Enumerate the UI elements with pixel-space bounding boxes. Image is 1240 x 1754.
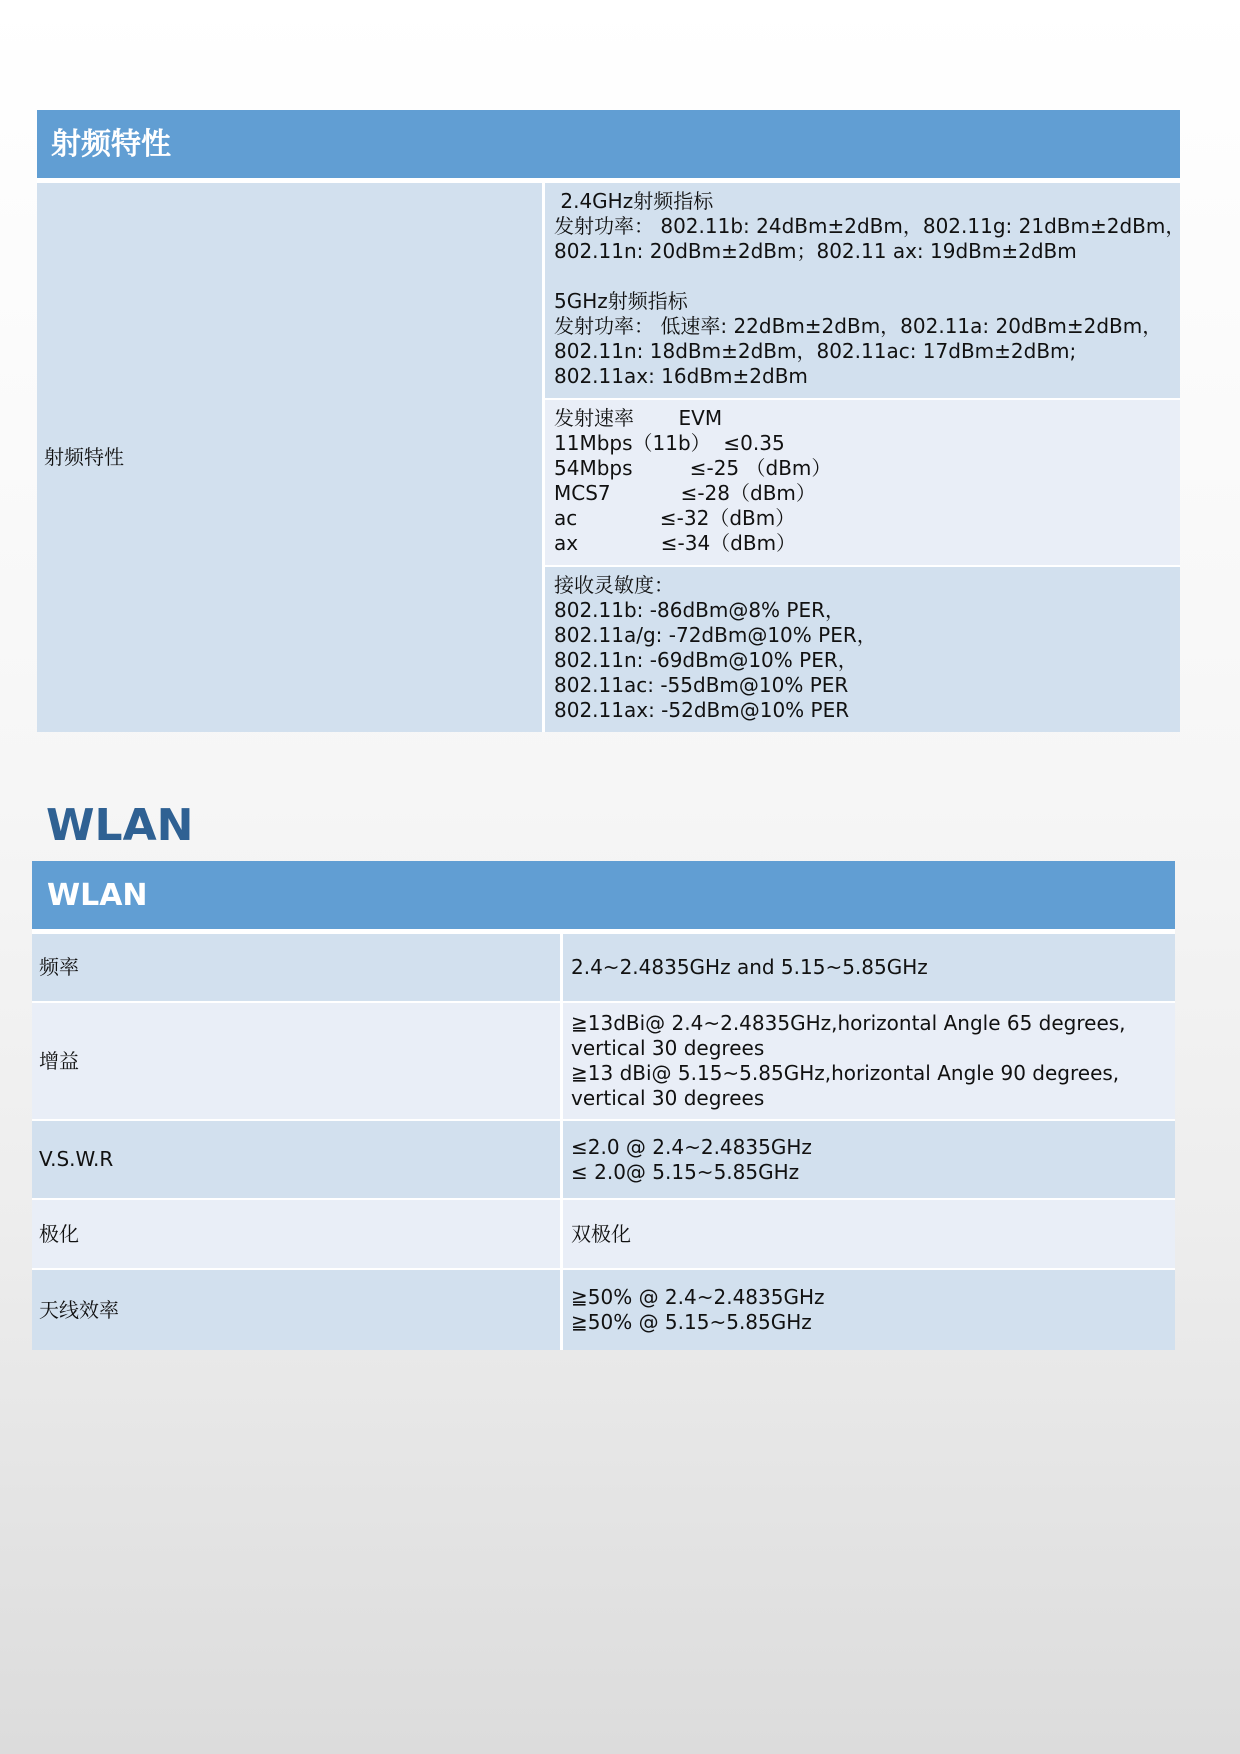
rx-sensitivity-line: 802.11n: -69dBm@10% PER，	[554, 648, 858, 672]
tx-power-line: 802.11ax: 16dBm±2dBm	[554, 364, 808, 388]
row-value-vswr	[560, 1119, 1175, 1198]
row-value-frequency	[560, 934, 1175, 1001]
tx-power-line: 802.11n: 20dBm±2dBm；802.11 ax: 19dBm±2dBm	[554, 239, 1077, 263]
tx-power-line: 5GHz射频指标	[554, 289, 688, 313]
spacer	[554, 264, 1170, 289]
row-label-frequency: 频率	[32, 934, 560, 1001]
table-row	[32, 1119, 1175, 1198]
evm-line: ac ≤-32（dBm）	[554, 506, 796, 530]
table-row	[32, 1198, 1175, 1268]
evm-line: 11Mbps（11b） ≤0.35	[554, 431, 785, 455]
tx-power-line: 发射功率： 802.11b: 24dBm±2dBm，802.11g: 21dBm±2dBm，	[554, 214, 1186, 238]
row-label-vswr: V.S.W.R	[32, 1119, 560, 1198]
row-value-polarization	[560, 1198, 1175, 1268]
rx-sensitivity-line: 802.11b: -86dBm@8% PER，	[554, 598, 846, 622]
evm-cell	[542, 398, 1180, 565]
row-label-gain: 增益	[32, 1001, 560, 1119]
value-line: 2.4~2.4835GHz and 5.15~5.85GHz	[571, 955, 928, 979]
evm-line: 发射速率 EVM	[554, 406, 723, 430]
value-line: ≤ 2.0@ 5.15~5.85GHz	[571, 1159, 800, 1184]
value-line: ≧50% @ 2.4~2.4835GHz	[571, 1285, 825, 1309]
rx-sensitivity-line: 802.11a/g: -72dBm@10% PER，	[554, 623, 877, 647]
rx-sensitivity-line: 802.11ac: -55dBm@10% PER	[554, 673, 849, 697]
tx-power-line: 发射功率： 低速率: 22dBm±2dBm，802.11a: 20dBm±2dBm，	[554, 314, 1163, 338]
rf-characteristics-table	[37, 110, 1186, 732]
evm-line: MCS7 ≤-28（dBm）	[554, 481, 816, 505]
rx-sensitivity-line: 802.11ax: -52dBm@10% PER	[554, 698, 850, 722]
value-line: ≧13dBi@ 2.4~2.4835GHz,horizontal Angle 65 degrees,	[571, 1011, 1126, 1035]
value-line: vertical 30 degrees	[571, 1036, 765, 1060]
row-value-efficiency	[560, 1268, 1175, 1350]
tx-power-line: 802.11n: 18dBm±2dBm，802.11ac: 17dBm±2dBm;	[554, 339, 1077, 363]
rf-table-header: 射频特性	[37, 110, 1180, 183]
wlan-spec-table	[32, 861, 1175, 1350]
value-line: ≧13 dBi@ 5.15~5.85GHz,horizontal Angle 90 degrees,	[571, 1061, 1120, 1085]
evm-line: ax ≤-34（dBm）	[554, 531, 797, 555]
evm-line: 54Mbps ≤-25 （dBm）	[554, 456, 832, 480]
tx-power-cell	[542, 183, 1186, 398]
wlan-section-heading: WLAN	[46, 800, 194, 851]
row-label-efficiency: 天线效率	[32, 1268, 560, 1350]
rx-sensitivity-line: 接收灵敏度：	[554, 573, 674, 597]
table-row	[32, 1001, 1175, 1119]
row-label-polarization: 极化	[32, 1198, 560, 1268]
table-row	[32, 934, 1175, 1001]
row-value-gain	[560, 1001, 1175, 1119]
rf-row-label: 射频特性	[37, 183, 542, 732]
value-line: 双极化	[571, 1221, 631, 1246]
table-row	[32, 1268, 1175, 1350]
wlan-table-header: WLAN	[32, 861, 1175, 934]
rx-sensitivity-cell	[542, 565, 1180, 732]
value-line: ≤2.0 @ 2.4~2.4835GHz	[571, 1134, 812, 1159]
value-line: vertical 30 degrees	[571, 1086, 765, 1110]
value-line: ≧50% @ 5.15~5.85GHz	[571, 1310, 812, 1334]
tx-power-line: 2.4GHz射频指标	[554, 189, 714, 213]
